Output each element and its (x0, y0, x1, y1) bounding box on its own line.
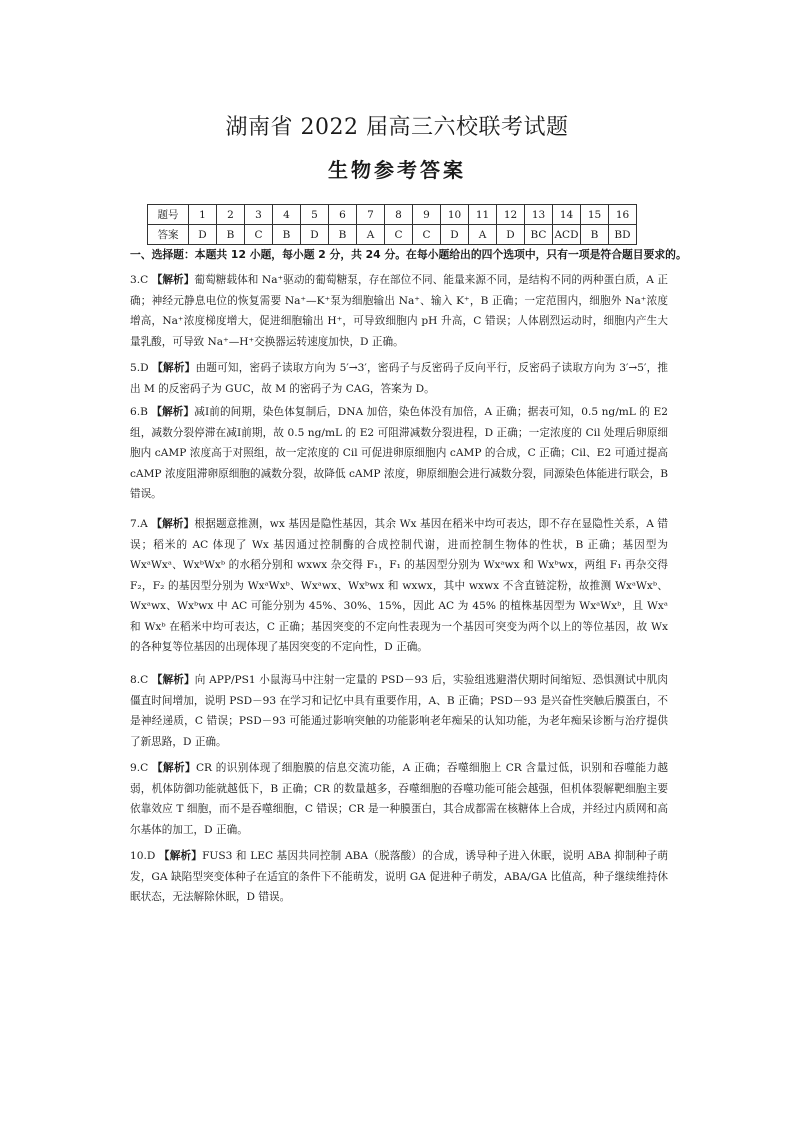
table-cell: 12 (497, 205, 525, 225)
item-number: 9.C (130, 762, 149, 774)
table-cell: C (245, 225, 273, 245)
table-cell: 3 (245, 205, 273, 225)
item-number: 6.B (130, 406, 148, 418)
item-number: 7.A (130, 518, 148, 530)
analysis-tag: 【解析】 (158, 850, 203, 862)
page-title: 湖南省 2022 届高三六校联考试题 (225, 115, 569, 140)
item-text: FUS3 和 LEC 基因共同控制 ABA（脱落酸）的合成，诱导种子进入休眠，说明 ABA 抑制种子萌发，GA 缺陷型突变体种子在适宜的条件下不能萌发，说明 GA 促进种子萌发，ABA/GA 比值高，种子继续维持休眠状态，无法解除休眠，D 错误。 (130, 850, 668, 903)
table-cell: B (273, 225, 301, 245)
table-cell: BD (609, 225, 637, 245)
table-cell: C (385, 225, 413, 245)
answer-item-6 (130, 402, 668, 505)
answer-item-9 (130, 758, 668, 840)
item-number: 8.C (130, 674, 149, 686)
table-cell: 11 (469, 205, 497, 225)
table-cell: 2 (217, 205, 245, 225)
answer-item-8 (130, 670, 668, 752)
table-row-label: 答案 (148, 225, 189, 245)
page-subtitle: 生物参考答案 (328, 158, 466, 182)
table-cell: D (301, 225, 329, 245)
table-cell: 5 (301, 205, 329, 225)
analysis-tag: 【解析】 (151, 274, 195, 286)
answer-item-5 (130, 358, 668, 399)
table-cell: ACD (553, 225, 581, 245)
table-cell: 16 (609, 205, 637, 225)
table-cell: 13 (525, 205, 553, 225)
answer-item-3 (130, 270, 668, 352)
table-cell: 6 (329, 205, 357, 225)
table-cell: 15 (581, 205, 609, 225)
table-cell: 8 (385, 205, 413, 225)
item-text: 由题可知，密码子读取方向为 5′→3′，密码子与反密码子反向平行，反密码子读取方向为 3′→5′，推出 M 的反密码子为 GUC，故 M 的密码子为 CAG，答案为 D。 (130, 362, 668, 395)
table-cell: 7 (357, 205, 385, 225)
answer-item-10 (130, 846, 668, 908)
answer-table-answer-row (148, 225, 637, 245)
item-text: 向 APP/PS1 小鼠海马中注射一定量的 PSD－93 后，实验组逃避潜伏期时间缩短、恐惧测试中肌肉僵直时间增加，说明 PSD－93 在学习和记忆中具有重要作用，A、B 正确；PSD－93 是兴奋性突触后膜蛋白，不是神经递质，C 错误；PSD－93 可能通过影响突触的功能影响老年痴呆的认知功能，为老年痴呆诊断与治疗提供了新思路，D 正确。 (130, 674, 668, 748)
item-text: CR 的识别体现了细胞膜的信息交流功能，A 正确；吞噬细胞上 CR 含量过低，识别和吞噬能力越弱，机体防御功能就越低下，B 正确；CR 的数量越多，吞噬细胞的吞噬功能可能会越强，但机体裂解靶细胞主要依靠效应 T 细胞，而不是吞噬细胞，C 错误；CR 是一种膜蛋白，其合成都需在核糖体上合成，并经过内质网和高尔基体的加工，D 正确。 (130, 762, 669, 836)
section-heading: 一、选择题：本题共 12 小题，每小题 2 分，共 24 分。在每小题给出的四个选项中，只有一项是符合题目要求的。 (130, 248, 687, 261)
item-number: 5.D (130, 362, 149, 374)
item-number: 3.C (130, 274, 149, 286)
table-cell: C (413, 225, 441, 245)
item-text: 葡萄糖载体和 Na⁺驱动的葡萄糖泵，存在部位不同、能量来源不同，是结构不同的两种蛋白质，A 正确；神经元静息电位的恢复需要 Na⁺—K⁺泵为细胞输出 Na⁺、输入 K⁺，B 正确；一定范围内，细胞外 Na⁺浓度增高，Na⁺浓度梯度增大，促进细胞输出 H⁺，可导致细胞内 pH 升高，C 错误；人体剧烈运动时，细胞内产生大量乳酸，可导致 Na⁺—H⁺交换器运转速度加快，D 正确。 (130, 274, 669, 348)
table-cell: BC (525, 225, 553, 245)
item-text: 减Ⅰ前的间期，染色体复制后，DNA 加倍，染色体没有加倍，A 正确；据表可知，0.5 ng/mL 的 E2 组，减数分裂停滞在减Ⅰ前期，故 0.5 ng/mL 的 E2 可阻滞减数分裂进程，D 正确；一定浓度的 Cil 处理后卵原细胞内 cAMP 浓度高于对照组，故一定浓度的 Cil 可促进卵原细胞内 cAMP 的合成，C 正确；Cil、E2 可通过提高 cAMP 浓度阻滞卵原细胞的减数分裂，故降低 cAMP 浓度，卵原细胞会进行减数分裂，同源染色体能进行联会，B 错误。 (130, 406, 668, 500)
analysis-tag: 【解析】 (151, 762, 196, 774)
table-cell: 4 (273, 205, 301, 225)
item-number: 10.D (130, 850, 156, 862)
table-cell: B (581, 225, 609, 245)
table-cell: B (217, 225, 245, 245)
answer-table-number-row (148, 205, 637, 225)
table-cell: A (469, 225, 497, 245)
table-cell: D (497, 225, 525, 245)
table-cell: B (329, 225, 357, 245)
analysis-tag: 【解析】 (151, 406, 195, 418)
table-cell: D (441, 225, 469, 245)
analysis-tag: 【解析】 (152, 362, 196, 374)
table-cell: D (189, 225, 217, 245)
table-cell: 10 (441, 205, 469, 225)
table-cell: 9 (413, 205, 441, 225)
item-text: 根据题意推测，wx 基因是隐性基因，其余 Wx 基因在稻米中均可表达，即不存在显隐性关系，A 错误；稻米的 AC 体现了 Wx 基因通过控制酶的合成控制代谢，进而控制生物体的性状，B 正确；基因型为 WxᵃWxᵃ、WxᵇWxᵇ 的水稻分别和 wxwx 杂交得 F₁，F₁ 的基因型分别为 Wxᵃwx 和 Wxᵇwx，两组 F₁ 再杂交得 F₂，F₂ 的基因型分别为 WxᵃWxᵇ、Wxᵃwx、Wxᵇwx 和 wxwx，其中 wxwx 不含直链淀粉，故推测 WxᵃWxᵇ、Wxᵃwx、Wxᵇwx 中 AC 可能分别为 45%、30%、15%，因此 AC 为 45% 的植株基因型为 WxᵃWxᵇ，且 Wxᵃ 和 Wxᵇ 在稻米中均可表达，C 正确；基因突变的不定向性表现为一个基因可突变为两个以上的等位基因，故 Wx 的各种复等位基因的出现体现了基因突变的不定向性，D 正确。 (130, 518, 668, 653)
table-row-label: 题号 (148, 205, 189, 225)
answer-item-7 (130, 514, 668, 658)
table-cell: 14 (553, 205, 581, 225)
analysis-tag: 【解析】 (151, 518, 195, 530)
table-cell: 1 (189, 205, 217, 225)
analysis-tag: 【解析】 (151, 674, 195, 686)
answer-table (147, 204, 637, 245)
table-cell: A (357, 225, 385, 245)
